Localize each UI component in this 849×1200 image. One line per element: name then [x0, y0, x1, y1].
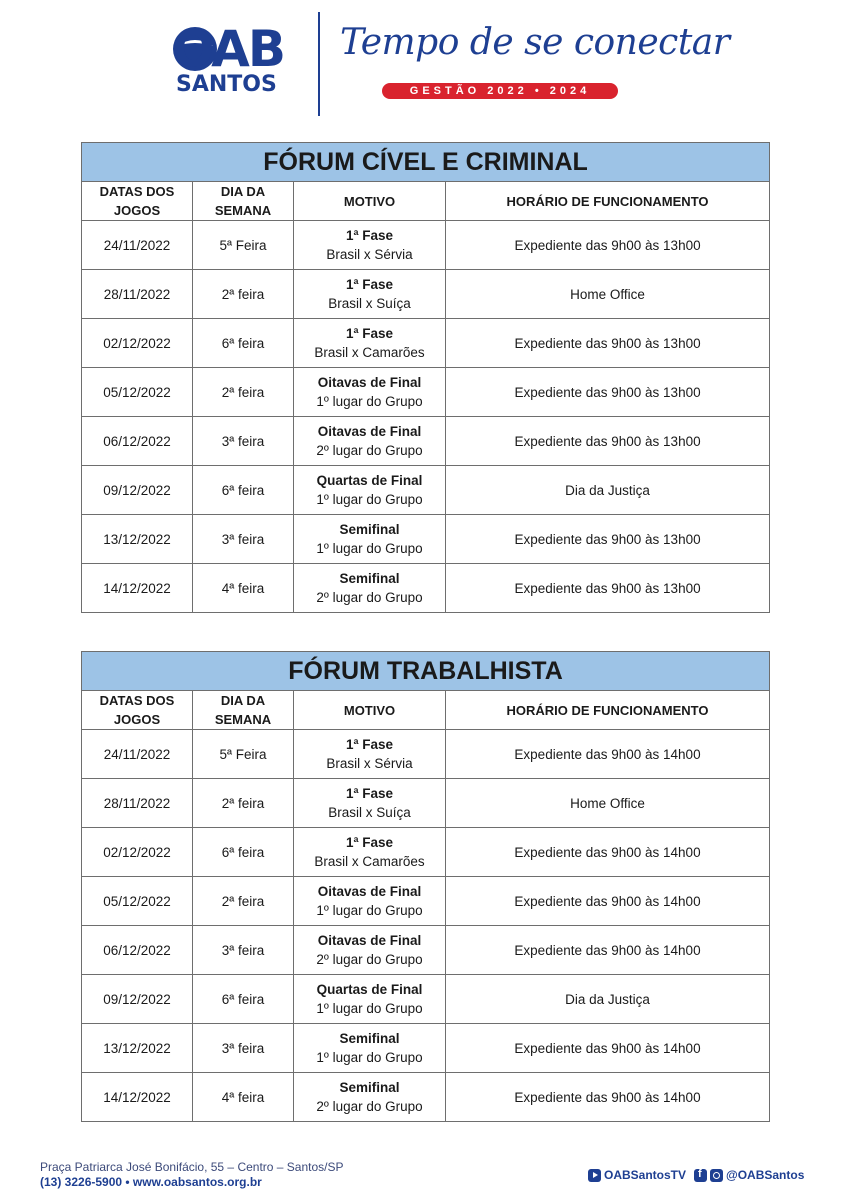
cell-day: 3ª feira	[193, 417, 294, 466]
cell-motivo	[294, 828, 446, 877]
col-header-dia: DIA DA SEMANA	[193, 182, 294, 221]
cell-day: 6ª feira	[193, 975, 294, 1024]
cell-horario: Expediente das 9h00 às 14h00	[446, 926, 770, 975]
table-row	[82, 877, 770, 926]
motivo-match: 2º lugar do Grupo	[316, 1099, 423, 1114]
cell-date: 24/11/2022	[82, 221, 193, 270]
motivo-match: Brasil x Sérvia	[326, 756, 413, 771]
motivo-phase: Semifinal	[339, 522, 400, 537]
table-title: FÓRUM TRABALHISTA	[82, 652, 770, 691]
cell-horario: Home Office	[446, 779, 770, 828]
cell-date: 14/12/2022	[82, 564, 193, 613]
cell-day: 3ª feira	[193, 1024, 294, 1073]
motivo-match: Brasil x Camarões	[314, 345, 425, 360]
cell-day: 6ª feira	[193, 319, 294, 368]
page-header	[0, 0, 849, 130]
cell-date: 28/11/2022	[82, 779, 193, 828]
cell-horario: Home Office	[446, 270, 770, 319]
cell-horario: Expediente das 9h00 às 14h00	[446, 877, 770, 926]
cell-motivo	[294, 730, 446, 779]
col-header-motivo: MOTIVO	[294, 182, 446, 221]
cell-day: 2ª feira	[193, 877, 294, 926]
table-row	[82, 466, 770, 515]
cell-horario: Expediente das 9h00 às 14h00	[446, 1024, 770, 1073]
cell-horario: Expediente das 9h00 às 13h00	[446, 221, 770, 270]
motivo-match: Brasil x Suíça	[328, 805, 411, 820]
motivo-match: 2º lugar do Grupo	[316, 443, 423, 458]
cell-day: 4ª feira	[193, 564, 294, 613]
cell-horario: Dia da Justiça	[446, 975, 770, 1024]
motivo-match: 1º lugar do Grupo	[316, 903, 423, 918]
cell-day: 3ª feira	[193, 515, 294, 564]
col-header-dia: DIA DA SEMANA	[193, 691, 294, 730]
cell-date: 09/12/2022	[82, 975, 193, 1024]
instagram-icon[interactable]	[710, 1169, 723, 1182]
cell-motivo	[294, 466, 446, 515]
logo-letters: OAB	[172, 20, 284, 78]
motivo-match: 1º lugar do Grupo	[316, 1001, 423, 1016]
table-row	[82, 828, 770, 877]
cell-date: 14/12/2022	[82, 1073, 193, 1122]
cell-day: 6ª feira	[193, 828, 294, 877]
cell-motivo	[294, 975, 446, 1024]
table-row	[82, 221, 770, 270]
col-header-horario: HORÁRIO DE FUNCIONAMENTO	[446, 182, 770, 221]
motivo-match: Brasil x Sérvia	[326, 247, 413, 262]
motivo-phase: 1ª Fase	[345, 835, 394, 850]
cell-day: 2ª feira	[193, 779, 294, 828]
cell-horario: Expediente das 9h00 às 14h00	[446, 730, 770, 779]
table-row	[82, 926, 770, 975]
motivo-match: 2º lugar do Grupo	[316, 952, 423, 967]
motivo-phase: 1ª Fase	[345, 277, 394, 292]
motivo-phase: 1ª Fase	[345, 737, 394, 752]
social-handle[interactable]: @OABSantos	[726, 1168, 805, 1182]
cell-date: 02/12/2022	[82, 319, 193, 368]
table-forum-civel-criminal	[81, 142, 770, 613]
cell-horario: Expediente das 9h00 às 13h00	[446, 515, 770, 564]
cell-motivo	[294, 368, 446, 417]
cell-motivo	[294, 1073, 446, 1122]
table-title: FÓRUM CÍVEL E CRIMINAL	[82, 143, 770, 182]
table-row	[82, 319, 770, 368]
table-row	[82, 270, 770, 319]
motivo-match: 1º lugar do Grupo	[316, 394, 423, 409]
cell-horario: Expediente das 9h00 às 13h00	[446, 319, 770, 368]
table-body	[82, 730, 770, 1122]
cell-date: 13/12/2022	[82, 1024, 193, 1073]
cell-date: 09/12/2022	[82, 466, 193, 515]
col-header-motivo: MOTIVO	[294, 691, 446, 730]
footer-address: Praça Patriarca José Bonifácio, 55 – Centro – Santos/SP	[40, 1160, 344, 1174]
table-row	[82, 1024, 770, 1073]
motivo-match: Brasil x Suíça	[328, 296, 411, 311]
cell-motivo	[294, 877, 446, 926]
table-row	[82, 779, 770, 828]
cell-motivo	[294, 926, 446, 975]
logo-city: SANTOS	[176, 72, 277, 97]
table-row	[82, 730, 770, 779]
cell-motivo	[294, 779, 446, 828]
motivo-phase: 1ª Fase	[345, 228, 394, 243]
header-divider	[318, 12, 320, 116]
col-header-datas: DATAS DOS JOGOS	[82, 691, 193, 730]
table-body	[82, 221, 770, 613]
motivo-match: 1º lugar do Grupo	[316, 492, 423, 507]
facebook-icon[interactable]	[694, 1169, 707, 1182]
footer-contact[interactable]: (13) 3226-5900 • www.oabsantos.org.br	[40, 1175, 262, 1189]
motivo-match: 2º lugar do Grupo	[316, 590, 423, 605]
cell-horario: Expediente das 9h00 às 13h00	[446, 564, 770, 613]
motivo-phase: 1ª Fase	[345, 326, 394, 341]
motivo-match: 1º lugar do Grupo	[316, 541, 423, 556]
oab-santos-logo	[172, 20, 292, 100]
cell-day: 4ª feira	[193, 1073, 294, 1122]
cell-horario: Dia da Justiça	[446, 466, 770, 515]
cell-date: 06/12/2022	[82, 926, 193, 975]
motivo-phase: Quartas de Final	[316, 982, 423, 997]
cell-date: 05/12/2022	[82, 877, 193, 926]
youtube-handle[interactable]: OABSantosTV	[604, 1168, 687, 1182]
table-row	[82, 975, 770, 1024]
cell-day: 6ª feira	[193, 466, 294, 515]
motivo-phase: Oitavas de Final	[317, 375, 422, 390]
cell-horario: Expediente das 9h00 às 14h00	[446, 1073, 770, 1122]
cell-date: 28/11/2022	[82, 270, 193, 319]
cell-date: 05/12/2022	[82, 368, 193, 417]
cell-date: 06/12/2022	[82, 417, 193, 466]
motivo-match: Brasil x Camarões	[314, 854, 425, 869]
table-row	[82, 1073, 770, 1122]
footer-social	[588, 1168, 804, 1182]
cell-date: 24/11/2022	[82, 730, 193, 779]
cell-day: 5ª Feira	[193, 730, 294, 779]
table-row	[82, 564, 770, 613]
motivo-phase: Oitavas de Final	[317, 884, 422, 899]
col-header-horario: HORÁRIO DE FUNCIONAMENTO	[446, 691, 770, 730]
cell-horario: Expediente das 9h00 às 14h00	[446, 828, 770, 877]
motivo-phase: Semifinal	[339, 1031, 400, 1046]
table-row	[82, 368, 770, 417]
table-row	[82, 515, 770, 564]
footer-address-block	[40, 1160, 344, 1190]
motivo-phase: Oitavas de Final	[317, 933, 422, 948]
cell-motivo	[294, 221, 446, 270]
cell-day: 3ª feira	[193, 926, 294, 975]
cell-date: 13/12/2022	[82, 515, 193, 564]
table-row	[82, 417, 770, 466]
motivo-phase: Quartas de Final	[316, 473, 423, 488]
cell-day: 5ª Feira	[193, 221, 294, 270]
col-header-datas: DATAS DOS JOGOS	[82, 182, 193, 221]
cell-day: 2ª feira	[193, 270, 294, 319]
motivo-phase: 1ª Fase	[345, 786, 394, 801]
motivo-phase: Semifinal	[339, 571, 400, 586]
slogan: Tempo de se conectar	[340, 22, 730, 63]
cell-motivo	[294, 417, 446, 466]
motivo-phase: Oitavas de Final	[317, 424, 422, 439]
gestao-badge: GESTÃO 2022 • 2024	[382, 83, 618, 99]
cell-motivo	[294, 270, 446, 319]
cell-motivo	[294, 319, 446, 368]
cell-motivo	[294, 515, 446, 564]
cell-date: 02/12/2022	[82, 828, 193, 877]
cell-motivo	[294, 1024, 446, 1073]
youtube-icon[interactable]	[588, 1169, 601, 1182]
cell-horario: Expediente das 9h00 às 13h00	[446, 368, 770, 417]
cell-motivo	[294, 564, 446, 613]
cell-day: 2ª feira	[193, 368, 294, 417]
motivo-phase: Semifinal	[339, 1080, 400, 1095]
table-forum-trabalhista	[81, 651, 770, 1122]
motivo-match: 1º lugar do Grupo	[316, 1050, 423, 1065]
cell-horario: Expediente das 9h00 às 13h00	[446, 417, 770, 466]
